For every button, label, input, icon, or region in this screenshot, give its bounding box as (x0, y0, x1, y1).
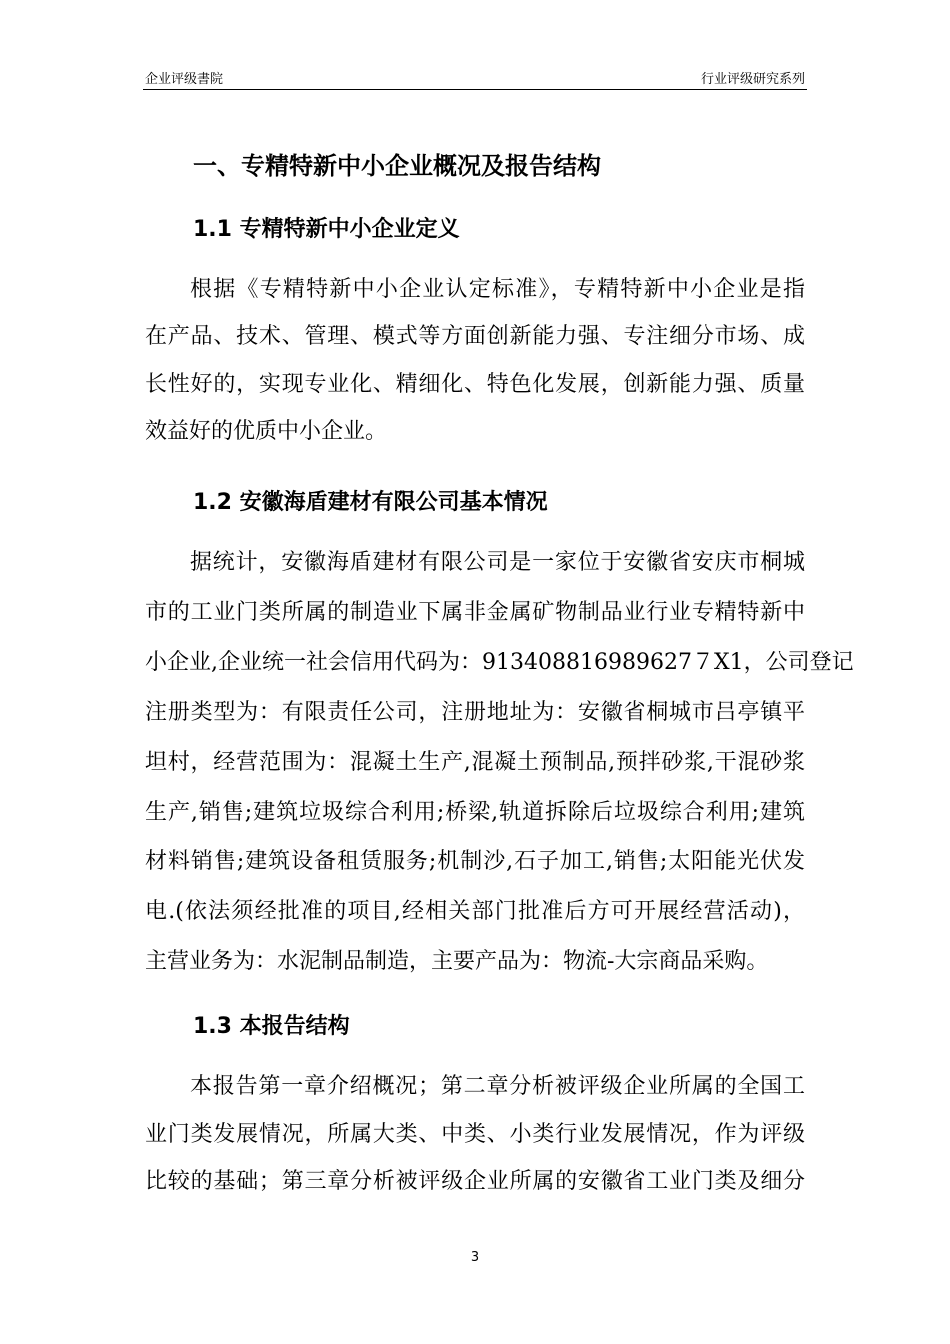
paragraph-line: 据统计，安徽海盾建材有限公司是一家位于安徽省安庆市桐城 (190, 550, 805, 575)
header-right: 行业评级研究系列 (700, 72, 805, 87)
paragraph-line: 小企业,企业统一社会信用代码为：913408816989627７X1，公司登记 (145, 649, 854, 675)
paragraph-line: 注册类型为：有限责任公司，注册地址为：安徽省桐城市吕亭镇平 (145, 699, 805, 725)
section-heading-1-2: 1.2 安徽海盾建材有限公司基本情况 (193, 490, 548, 515)
header-divider (143, 89, 807, 90)
section-heading-1-1: 1.1 专精特新中小企业定义 (193, 217, 460, 242)
paragraph-line: 电.(依法须经批准的项目,经相关部门批准后方可开展经营活动)， (145, 899, 805, 925)
paragraph-line: 比较的基础；第三章分析被评级企业所属的安徽省工业门类及细分 (145, 1169, 805, 1194)
paragraph-line: 生产,销售;建筑垃圾综合利用;桥梁,轨道拆除后垃圾综合利用;建筑 (145, 799, 805, 825)
paragraph-line: 本报告第一章介绍概况；第二章分析被评级企业所属的全国工 (190, 1074, 805, 1099)
paragraph-line: 材料销售;建筑设备租赁服务;机制沙,石子加工,销售;太阳能光伏发 (145, 849, 805, 875)
chapter-title: 一、专精特新中小企业概况及报告结构 (193, 152, 601, 180)
page-number: 3 (470, 1250, 480, 1265)
paragraph-line: 效益好的优质中小企业。 (145, 418, 388, 444)
paragraph-line: 坦村，经营范围为：混凝土生产,混凝土预制品,预拌砂浆,干混砂浆 (145, 749, 805, 775)
paragraph-line: 根据《专精特新中小企业认定标准》，专精特新中小企业是指 (190, 277, 805, 302)
paragraph-line: 长性好的，实现专业化、精细化、特色化发展，创新能力强、质量 (145, 371, 805, 397)
paragraph-line: 在产品、技术、管理、模式等方面创新能力强、专注细分市场、成 (145, 324, 805, 350)
header-left: 企业评级書院 (145, 72, 224, 87)
paragraph-line: 业门类发展情况，所属大类、中类、小类行业发展情况，作为评级 (145, 1121, 805, 1147)
paragraph-line: 市的工业门类所属的制造业下属非金属矿物制品业行业专精特新中 (145, 599, 805, 625)
paragraph-line: 主营业务为：水泥制品制造，主要产品为：物流-大宗商品采购。 (145, 949, 769, 975)
section-heading-1-3: 1.3 本报告结构 (193, 1014, 350, 1039)
